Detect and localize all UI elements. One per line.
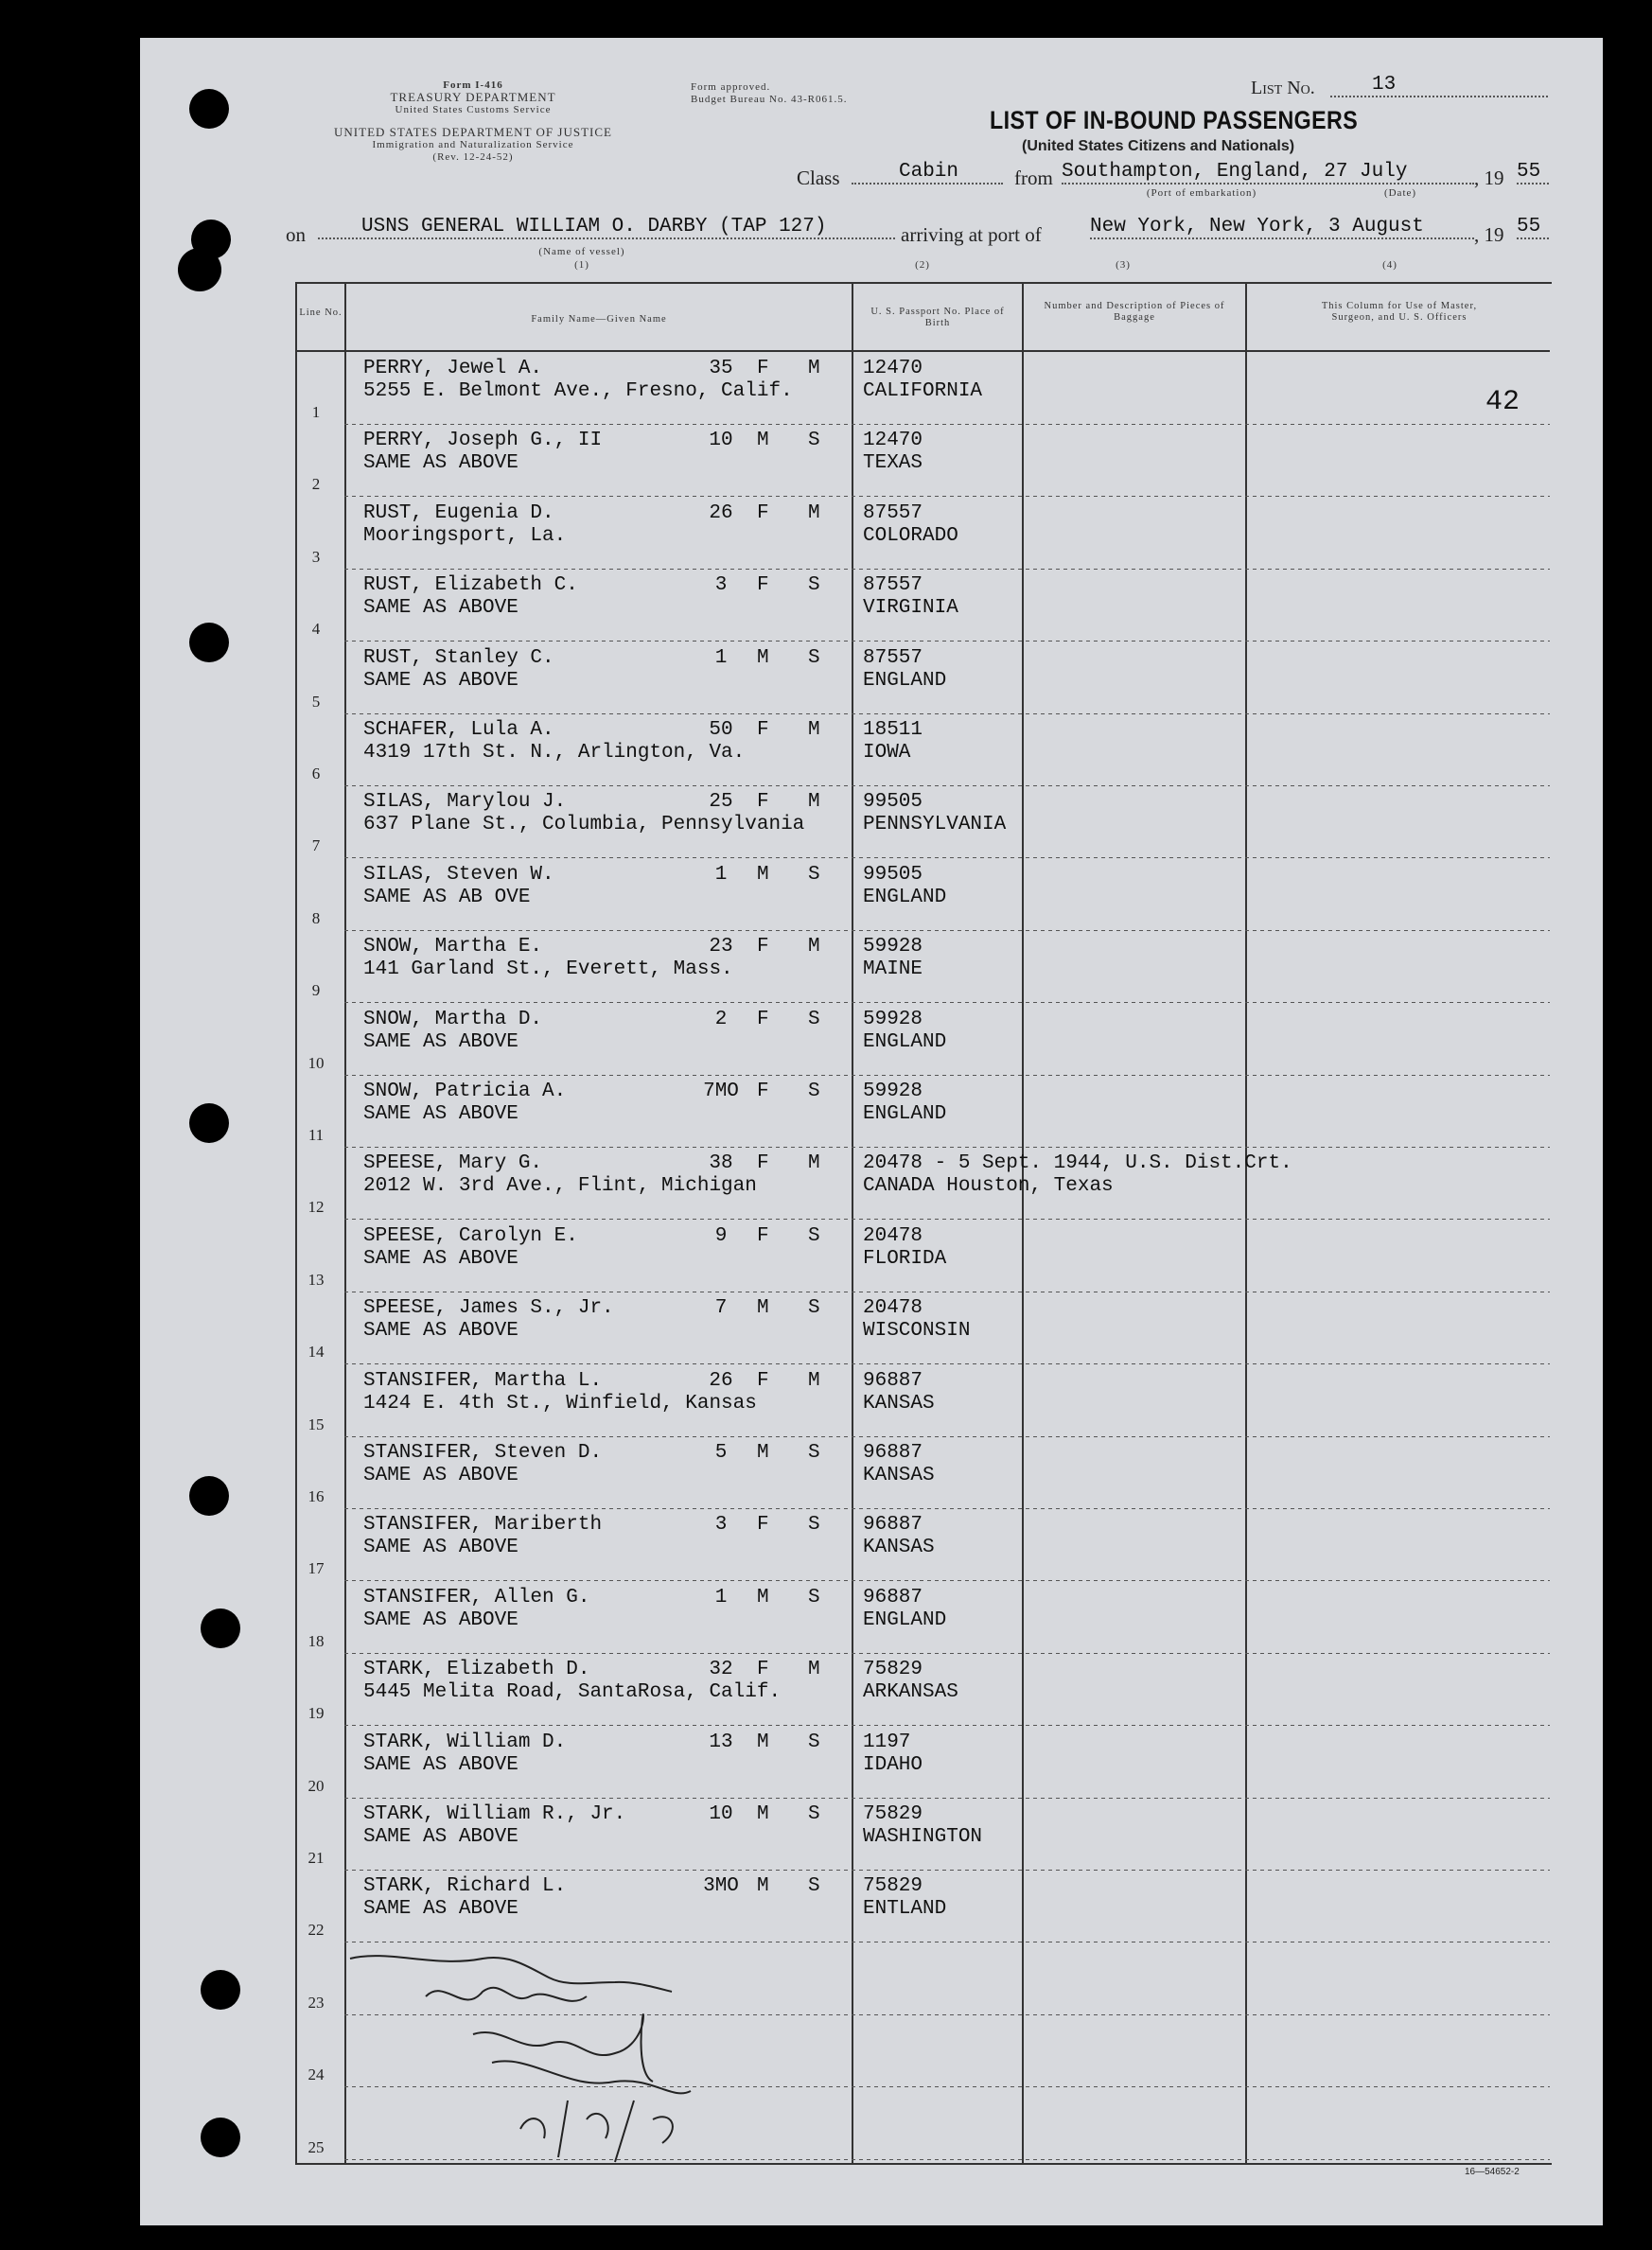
line-number: 12 <box>308 1198 325 1217</box>
vessel-name: USNS GENERAL WILLIAM O. DARBY (TAP 127) <box>318 216 895 239</box>
passenger-name: SPEESE, James S., Jr. <box>363 1297 614 1320</box>
passport-number: 87557 <box>863 646 923 669</box>
handwritten-signature <box>331 1940 823 2167</box>
passenger-address: SAME AS ABOVE <box>363 1537 518 1559</box>
marital-status: S <box>808 1442 820 1464</box>
binder-hole <box>189 1103 229 1143</box>
passenger-sex: M <box>757 1297 769 1320</box>
passenger-age: 10 <box>709 1803 733 1825</box>
passenger-address: 141 Garland St., Everett, Mass. <box>363 958 733 981</box>
passenger-sex: M <box>757 1731 769 1753</box>
place-of-birth: ENTLAND <box>863 1898 947 1921</box>
on-label: on <box>286 223 306 246</box>
passenger-age: 32 <box>709 1659 733 1681</box>
caption-4: (4) <box>1382 259 1397 271</box>
binder-hole <box>178 248 221 291</box>
from-label: from <box>1014 167 1053 189</box>
passenger-address: SAME AS ABOVE <box>363 1320 518 1343</box>
marital-status: M <box>808 1369 820 1392</box>
passport-number: 96887 <box>863 1586 923 1608</box>
line-number: 9 <box>311 981 321 1000</box>
column-header-baggage: Number and Description of Pieces of Baggage <box>1044 301 1225 323</box>
place-of-birth: ENGLAND <box>863 1103 947 1125</box>
caption-2: (2) <box>915 259 930 271</box>
passenger-address: SAME AS ABOVE <box>363 597 518 620</box>
place-of-birth: TEXAS <box>863 452 923 475</box>
marital-status: S <box>808 1803 820 1825</box>
line-number: 2 <box>311 475 321 494</box>
passenger-name: RUST, Elizabeth C. <box>363 574 578 597</box>
document-title: LIST OF IN-BOUND PASSENGERS <box>990 106 1359 134</box>
passenger-sex: F <box>757 574 769 597</box>
passenger-address: SAME AS ABOVE <box>363 1030 518 1053</box>
passenger-age: 13 <box>709 1731 733 1753</box>
passenger-age: 1 <box>714 1586 728 1608</box>
passenger-age: 26 <box>709 501 733 524</box>
table-row <box>295 1147 1639 1219</box>
marital-status: S <box>808 1586 820 1608</box>
line-number: 3 <box>311 547 321 566</box>
passport-number: 75829 <box>863 1875 923 1898</box>
passenger-age: 26 <box>709 1369 733 1392</box>
passenger-name: SCHAFER, Lula A. <box>363 719 554 741</box>
passenger-sex: M <box>757 646 769 669</box>
passenger-age: 35 <box>709 358 733 379</box>
arrival-port: New York, New York, 3 August <box>1090 216 1474 239</box>
passenger-sex: F <box>757 1514 769 1537</box>
passport-number: 59928 <box>863 1081 923 1102</box>
passenger-name: SNOW, Patricia A. <box>363 1081 567 1102</box>
place-of-birth: KANSAS <box>863 1537 935 1559</box>
table-row <box>295 1075 1639 1147</box>
passenger-name: STANSIFER, Mariberth <box>363 1514 603 1537</box>
passport-number: 99505 <box>863 863 923 886</box>
table-row <box>295 1726 1639 1798</box>
passenger-address: 2012 W. 3rd Ave., Flint, Michigan <box>363 1175 757 1198</box>
place-of-birth: IOWA <box>863 742 911 764</box>
passenger-sex: M <box>757 1442 769 1464</box>
arrival-year: 55 <box>1517 216 1549 239</box>
table-row <box>295 1798 1639 1870</box>
class-label: Class <box>797 167 840 189</box>
budget-bureau: Budget Bureau No. 43-R061.5. <box>691 94 848 105</box>
table-row <box>295 352 1639 424</box>
passenger-address: 637 Plane St., Columbia, Pennsylvania <box>363 814 805 836</box>
passenger-address: SAME AS ABOVE <box>363 1608 518 1631</box>
line-number: 13 <box>308 1270 325 1289</box>
line-number: 17 <box>308 1559 325 1578</box>
marital-status: M <box>808 501 820 524</box>
passport-number: 96887 <box>863 1369 923 1392</box>
list-number-label: List No. <box>1251 78 1315 98</box>
passenger-age: 7MO <box>703 1081 739 1102</box>
passenger-address: SAME AS ABOVE <box>363 1103 518 1125</box>
passenger-address: SAME AS ABOVE <box>363 1465 518 1486</box>
line-number: 20 <box>308 1776 325 1795</box>
binder-hole <box>189 1476 229 1516</box>
marital-status: S <box>808 1875 820 1898</box>
place-of-birth: ENGLAND <box>863 1608 947 1631</box>
passenger-sex: F <box>757 1008 769 1030</box>
passenger-sex: F <box>757 936 769 958</box>
caption-3: (3) <box>1116 259 1131 271</box>
passport-number: 12470 <box>863 358 923 379</box>
passport-number: 18511 <box>863 719 923 741</box>
table-row <box>295 1220 1639 1292</box>
passenger-sex: M <box>757 863 769 886</box>
passenger-name: STARK, Richard L. <box>363 1875 567 1898</box>
passenger-address: SAME AS AB OVE <box>363 886 531 908</box>
place-of-birth: COLORADO <box>863 524 958 547</box>
passport-number: 1197 <box>863 1731 911 1753</box>
binder-hole <box>189 89 229 129</box>
passenger-address: Mooringsport, La. <box>363 524 567 547</box>
passenger-name: RUST, Eugenia D. <box>363 501 554 524</box>
marital-status: M <box>808 358 820 379</box>
footer-code: 16—54652-2 <box>1465 2167 1520 2177</box>
column-header-name: Family Name—Given Name <box>531 314 667 325</box>
place-of-birth: CANADA Houston, Texas <box>863 1175 1114 1198</box>
marital-status: M <box>808 1659 820 1681</box>
table-row <box>295 1292 1639 1363</box>
table-row <box>295 1003 1639 1075</box>
table-row <box>295 424 1639 496</box>
passenger-name: STANSIFER, Martha L. <box>363 1369 603 1392</box>
passport-number: 96887 <box>863 1514 923 1537</box>
passenger-address: SAME AS ABOVE <box>363 1247 518 1270</box>
line-number: 8 <box>311 908 321 927</box>
treasury-department: TREASURY DEPARTMENT <box>390 90 556 104</box>
caption-1: (1) <box>574 259 589 271</box>
marital-status: S <box>808 1731 820 1753</box>
passenger-name: PERRY, Joseph G., II <box>363 430 603 452</box>
marital-status: S <box>808 863 820 886</box>
embarkation-port: Southampton, England, 27 July <box>1062 161 1474 185</box>
column-header-passport: U. S. Passport No. Place of Birth <box>870 307 1005 328</box>
passenger-name: SNOW, Martha E. <box>363 936 543 958</box>
port-caption: (Port of embarkation) <box>1146 187 1257 199</box>
passenger-name: STARK, William R., Jr. <box>363 1803 626 1825</box>
passenger-address: SAME AS ABOVE <box>363 1826 518 1848</box>
place-of-birth: WASHINGTON <box>863 1826 983 1848</box>
line-number: 24 <box>308 2065 325 2084</box>
column-header-line-no: Line No. <box>299 308 343 318</box>
passenger-age: 5 <box>714 1442 728 1464</box>
place-of-birth: FLORIDA <box>863 1247 947 1270</box>
passenger-address: SAME AS ABOVE <box>363 669 518 692</box>
justice-department: UNITED STATES DEPARTMENT OF JUSTICE <box>334 125 612 139</box>
table-row <box>295 1870 1639 1942</box>
table-row <box>295 930 1639 1002</box>
table-row <box>295 1508 1639 1580</box>
vessel-caption: (Name of vessel) <box>538 246 625 257</box>
binder-hole <box>201 1608 240 1648</box>
line-number: 18 <box>308 1631 325 1650</box>
line-number: 1 <box>311 403 321 421</box>
passenger-age: 1 <box>714 646 728 669</box>
line-number: 10 <box>308 1053 325 1072</box>
document-subtitle: (United States Citizens and Nationals) <box>1022 138 1295 154</box>
embarkation-year: 55 <box>1517 161 1549 185</box>
marital-status: S <box>808 1081 820 1102</box>
passenger-sex: M <box>757 430 769 452</box>
passport-number: 75829 <box>863 1803 923 1825</box>
passenger-sex: F <box>757 1081 769 1102</box>
passenger-sex: M <box>757 1586 769 1608</box>
place-of-birth: WISCONSIN <box>863 1320 971 1343</box>
marital-status: M <box>808 1152 820 1175</box>
line-number: 6 <box>311 765 321 782</box>
passenger-address: 5445 Melita Road, SantaRosa, Calif. <box>363 1681 782 1704</box>
place-of-birth: VIRGINIA <box>863 597 958 620</box>
passenger-age: 38 <box>709 1152 733 1175</box>
table-row <box>295 858 1639 930</box>
passenger-sex: M <box>757 1875 769 1898</box>
passenger-age: 3 <box>714 574 728 597</box>
column-header-officers: This Column for Use of Master, Surgeon, and U. S. Officers <box>1321 301 1478 323</box>
marital-status: S <box>808 1297 820 1320</box>
marital-status: S <box>808 1224 820 1247</box>
passenger-age: 3MO <box>703 1875 739 1898</box>
passenger-name: SNOW, Martha D. <box>363 1008 543 1030</box>
place-of-birth: MAINE <box>863 958 923 981</box>
passenger-sex: F <box>757 1369 769 1392</box>
date-caption: (Date) <box>1383 187 1417 199</box>
passport-number: 99505 <box>863 791 923 814</box>
line-number: 5 <box>311 692 321 711</box>
passenger-address: SAME AS ABOVE <box>363 1753 518 1776</box>
passenger-age: 7 <box>714 1297 728 1320</box>
table-row <box>295 1581 1639 1653</box>
passenger-address: 1424 E. 4th St., Winfield, Kansas <box>363 1392 757 1415</box>
line-number: 25 <box>308 2137 325 2156</box>
arrival-year-prefix: , 19 <box>1474 223 1504 246</box>
passenger-sex: F <box>757 1152 769 1175</box>
line-number: 11 <box>308 1126 325 1144</box>
list-number: 13 <box>1330 74 1548 97</box>
passport-number: 59928 <box>863 936 923 958</box>
passport-number: 87557 <box>863 501 923 524</box>
place-of-birth: CALIFORNIA <box>863 380 983 402</box>
passenger-address: SAME AS ABOVE <box>363 452 518 475</box>
line-number: 14 <box>308 1343 325 1362</box>
passport-number: 96887 <box>863 1442 923 1464</box>
passenger-age: 2 <box>714 1008 728 1030</box>
passenger-sex: F <box>757 358 769 379</box>
customs-service: United States Customs Service <box>395 104 552 115</box>
line-number: 16 <box>308 1487 325 1505</box>
passenger-sex: F <box>757 1659 769 1681</box>
passport-number: 59928 <box>863 1008 923 1030</box>
passenger-age: 10 <box>709 430 733 452</box>
marital-status: S <box>808 574 820 597</box>
table-row <box>295 713 1639 785</box>
marital-status: M <box>808 936 820 958</box>
binder-hole <box>201 1970 240 2010</box>
passenger-address: 4319 17th St. N., Arlington, Va. <box>363 742 746 764</box>
marital-status: S <box>808 1514 820 1537</box>
passenger-name: RUST, Stanley C. <box>363 646 554 669</box>
class-value: Cabin <box>852 161 1003 185</box>
line-number: 19 <box>308 1704 325 1723</box>
table-row <box>295 1653 1639 1725</box>
officer-note: 42 <box>1485 386 1520 418</box>
passenger-name: STANSIFER, Allen G. <box>363 1586 590 1608</box>
passenger-sex: M <box>757 1803 769 1825</box>
passport-number: 87557 <box>863 574 923 597</box>
passenger-name: SILAS, Marylou J. <box>363 791 567 814</box>
passenger-name: SPEESE, Mary G. <box>363 1152 543 1175</box>
passenger-sex: F <box>757 501 769 524</box>
passenger-name: SPEESE, Carolyn E. <box>363 1224 578 1247</box>
passenger-name: STARK, William D. <box>363 1731 567 1753</box>
line-number: 15 <box>308 1415 325 1433</box>
passenger-sex: F <box>757 1224 769 1247</box>
line-number: 7 <box>311 836 321 855</box>
place-of-birth: PENNSYLVANIA <box>863 814 1007 836</box>
table-row <box>295 1364 1639 1436</box>
passenger-name: STARK, Elizabeth D. <box>363 1659 590 1681</box>
place-of-birth: ENGLAND <box>863 669 947 692</box>
place-of-birth: ENGLAND <box>863 1030 947 1053</box>
form-approved: Form approved. <box>691 81 771 93</box>
place-of-birth: IDAHO <box>863 1753 923 1776</box>
passenger-age: 25 <box>709 791 733 814</box>
passport-number: 20478 <box>863 1297 923 1320</box>
line-number: 21 <box>308 1849 325 1867</box>
marital-status: S <box>808 646 820 669</box>
marital-status: S <box>808 430 820 452</box>
marital-status: S <box>808 1008 820 1030</box>
form-revision: (Rev. 12-24-52) <box>432 151 514 163</box>
passport-number: 20478 <box>863 1224 923 1247</box>
place-of-birth: KANSAS <box>863 1465 935 1486</box>
passenger-age: 9 <box>714 1224 728 1247</box>
table-row <box>295 569 1639 641</box>
place-of-birth: ARKANSAS <box>863 1681 958 1704</box>
table-row <box>295 497 1639 569</box>
table-row <box>295 1436 1639 1508</box>
year-prefix: , 19 <box>1474 167 1504 189</box>
passenger-sex: F <box>757 719 769 741</box>
passenger-name: PERRY, Jewel A. <box>363 358 543 379</box>
line-number: 4 <box>311 620 321 639</box>
table-row <box>295 785 1639 857</box>
passenger-name: STANSIFER, Steven D. <box>363 1442 603 1464</box>
passenger-address: SAME AS ABOVE <box>363 1898 518 1921</box>
passport-number: 12470 <box>863 430 923 452</box>
passenger-age: 3 <box>714 1514 728 1537</box>
passenger-sex: F <box>757 791 769 814</box>
line-number: 22 <box>308 1921 325 1940</box>
form-number: Form I-416 <box>443 79 503 91</box>
line-number: 23 <box>308 1993 325 2012</box>
passenger-age: 50 <box>709 719 733 741</box>
table-row <box>295 642 1639 713</box>
marital-status: M <box>808 719 820 741</box>
passenger-age: 1 <box>714 863 728 886</box>
place-of-birth: ENGLAND <box>863 886 947 908</box>
binder-hole <box>189 623 229 662</box>
passenger-age: 23 <box>709 936 733 958</box>
binder-hole <box>201 2118 240 2157</box>
passport-number: 20478 - 5 Sept. 1944, U.S. Dist.Crt. <box>863 1152 1292 1175</box>
immigration-service: Immigration and Naturalization Service <box>372 139 574 150</box>
passenger-name: SILAS, Steven W. <box>363 863 554 886</box>
passenger-address: 5255 E. Belmont Ave., Fresno, Calif. <box>363 380 793 402</box>
marital-status: M <box>808 791 820 814</box>
arriving-label: arriving at port of <box>901 223 1042 246</box>
passport-number: 75829 <box>863 1659 923 1681</box>
place-of-birth: KANSAS <box>863 1392 935 1415</box>
